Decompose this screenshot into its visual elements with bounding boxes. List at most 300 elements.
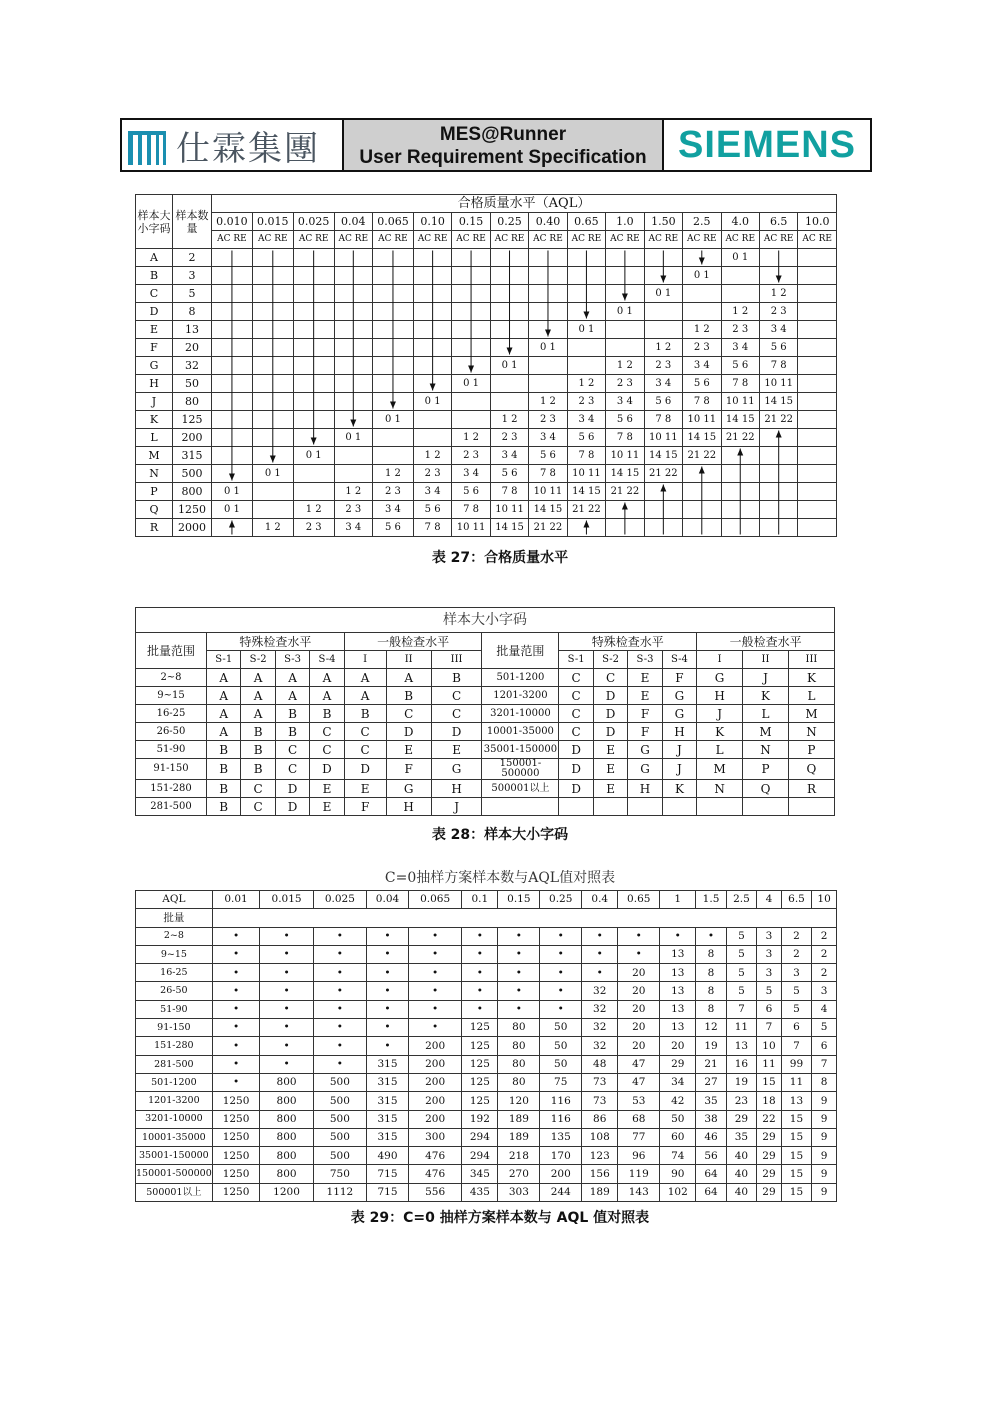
code-cell: Q [743,780,789,798]
code-cell: A [241,669,275,687]
aql-header: 0.04 [367,891,409,909]
code-cell: A [310,669,344,687]
value-cell: • [260,945,313,963]
value-cell: 800 [260,1147,313,1165]
code-cell: D [431,723,482,741]
code-cell: M [697,759,743,780]
value-cell: • [313,1000,366,1018]
value-cell: 7 [726,1000,756,1018]
value-cell: 80 [498,1037,540,1055]
value-cell: 35 [696,1092,726,1110]
code-cell: L [788,687,834,705]
table-row [136,982,837,1000]
value-cell: 22 [757,1110,782,1128]
acre-cell: 3 4 [644,375,682,393]
arrow-down-icon [468,366,474,373]
code-cell: G [136,357,173,375]
sample-code-table [135,607,835,816]
acre-cell: 2 3 [721,321,759,339]
value-cell: 143 [618,1183,660,1201]
acre-header: AC RE [334,231,372,249]
value-cell: 135 [540,1128,582,1146]
value-cell: 125 [462,1055,498,1073]
size-cell: 3 [173,267,212,285]
acre-cell: 2 3 [490,429,528,447]
table-row [136,741,835,759]
level-header: II [743,651,789,669]
value-cell: • [696,927,726,945]
aql-header: 0.01 [212,891,260,909]
aql-header: 4.0 [721,213,759,231]
value-cell: 119 [618,1165,660,1183]
acre-cell: 5 6 [529,447,567,465]
value-cell: 294 [462,1147,498,1165]
value-cell: • [462,945,498,963]
value-cell: • [313,1019,366,1037]
value-cell: 20 [618,964,660,982]
code-cell: B [207,741,241,759]
h-special: 特殊检查水平 [559,633,697,651]
size-cell: 80 [173,393,212,411]
value-cell: • [498,1000,540,1018]
code-cell: K [697,723,743,741]
code-cell: A [275,669,309,687]
value-cell: • [408,1000,461,1018]
value-cell: • [260,982,313,1000]
acre-cell: 3 4 [529,429,567,447]
table-row [136,705,835,723]
value-cell: 8 [696,964,726,982]
value-cell: 9 [812,1147,837,1165]
value-cell: 5 [726,964,756,982]
acre-cell: 5 6 [373,519,414,537]
acre-cell: 0 1 [212,501,253,519]
value-cell: 23 [726,1092,756,1110]
arrow-up-icon [660,485,666,492]
value-cell: 120 [498,1092,540,1110]
acre-cell: 7 8 [529,465,567,483]
value-cell: • [498,982,540,1000]
code-cell: A [241,687,275,705]
aql-header: 0.025 [313,891,366,909]
code-cell: G [386,780,431,798]
code-cell: B [275,723,309,741]
value-cell: • [212,945,260,963]
acre-cell: 0 1 [490,357,528,375]
aql-header: 0.25 [490,213,528,231]
value-cell: 476 [408,1165,461,1183]
acre-header: AC RE [759,231,797,249]
table-row [136,780,835,798]
acre-cell: 1 2 [252,519,293,537]
code-cell: H [662,723,696,741]
aql-header: 1.5 [696,891,726,909]
table-row [136,759,835,780]
value-cell: 8 [812,1073,837,1091]
code-cell: N [136,465,173,483]
value-cell: 800 [260,1165,313,1183]
value-cell: • [498,964,540,982]
value-cell: 800 [260,1092,313,1110]
aql-header: 0.15 [498,891,540,909]
value-cell: • [408,964,461,982]
level-header: S-2 [593,651,627,669]
table-row [136,1128,837,1146]
table28-title: 样本大小字码 [136,608,835,633]
code-cell [662,798,696,816]
code-cell: A [344,669,386,687]
acre-cell: 1 2 [334,483,372,501]
value-cell: 19 [696,1037,726,1055]
acre-cell: 1 2 [452,429,490,447]
code-cell: B [241,759,275,780]
value-cell: 4 [812,1000,837,1018]
arrow-down-icon [350,420,356,427]
title-line1: MES@Runner [439,124,567,145]
arrow-down-icon [229,474,235,481]
value-cell: • [660,927,696,945]
code-cell: C [559,723,593,741]
acre-cell: 5 6 [721,357,759,375]
value-cell: • [313,1037,366,1055]
acre-cell: 7 8 [606,429,644,447]
arrow-up-icon [229,521,235,528]
value-cell: 53 [618,1092,660,1110]
code-cell: E [386,741,431,759]
value-cell: 21 [696,1055,726,1073]
value-cell: 556 [408,1183,461,1201]
value-cell: 46 [696,1128,726,1146]
code-cell: M [136,447,173,465]
value-cell: 315 [367,1092,409,1110]
company-name: 仕霖集團 [176,128,320,169]
code-cell: E [628,669,662,687]
size-cell: 8 [173,303,212,321]
acre-cell: 3 4 [452,465,490,483]
value-cell: • [367,1037,409,1055]
value-cell: 15 [757,1073,782,1091]
acre-cell: 1 2 [529,393,567,411]
code-cell: A [207,723,241,741]
value-cell: 3 [757,964,782,982]
aql-header: 4 [757,891,782,909]
arrow-down-icon [545,330,551,337]
acre-cell: 21 22 [721,429,759,447]
arrow-down-icon [507,348,513,355]
acre-cell: 10 11 [452,519,490,537]
value-cell: 800 [260,1128,313,1146]
value-cell: 9 [812,1183,837,1201]
code-cell: B [431,669,482,687]
code-cell: G [628,759,662,780]
code-cell [559,798,593,816]
value-cell: 102 [660,1183,696,1201]
size-cell: 32 [173,357,212,375]
value-cell: 10 [757,1037,782,1055]
value-cell: 9 [812,1128,837,1146]
value-cell: 73 [582,1073,618,1091]
table-row [136,1000,837,1018]
value-cell: 315 [367,1110,409,1128]
acre-cell: 1 2 [373,465,414,483]
lot-cell: 151-280 [136,1037,213,1055]
value-cell: 200 [408,1073,461,1091]
value-cell: 5 [726,927,756,945]
code-cell: J [662,759,696,780]
value-cell: • [212,927,260,945]
value-cell: 9 [812,1165,837,1183]
code-cell: G [662,687,696,705]
code-cell: D [275,780,309,798]
size-cell: 800 [173,483,212,501]
value-cell: 68 [618,1110,660,1128]
code-cell: P [788,741,834,759]
value-cell: • [540,927,582,945]
acre-cell: 10 11 [606,447,644,465]
table-row [136,1073,837,1091]
code-cell: R [136,519,173,537]
value-cell: • [498,927,540,945]
code-cell: G [697,669,743,687]
code-cell: P [743,759,789,780]
code-cell: C [136,285,173,303]
acre-cell: 2 3 [567,393,605,411]
value-cell: 345 [462,1165,498,1183]
value-cell: 200 [408,1110,461,1128]
acre-cell: 14 15 [606,465,644,483]
value-cell: 64 [696,1183,726,1201]
value-cell: • [462,964,498,982]
value-cell: 123 [582,1147,618,1165]
value-cell: 300 [408,1128,461,1146]
value-cell: 47 [618,1055,660,1073]
acre-header: AC RE [644,231,682,249]
arrow-down-icon [699,258,705,265]
value-cell: • [367,982,409,1000]
value-cell: • [582,927,618,945]
value-cell: • [212,1019,260,1037]
value-cell: • [462,982,498,1000]
code-cell: E [310,798,344,816]
arrow-up-icon [583,521,589,528]
value-cell: 435 [462,1183,498,1201]
value-cell: • [260,1019,313,1037]
value-cell: 9 [812,1092,837,1110]
code-cell: C [559,669,593,687]
code-cell: N [697,780,743,798]
code-cell: J [431,798,482,816]
value-cell: 490 [367,1147,409,1165]
acre-header: AC RE [452,231,490,249]
value-cell: 19 [726,1073,756,1091]
code-cell: D [559,780,593,798]
value-cell: 29 [757,1183,782,1201]
acre-cell: 0 1 [644,285,682,303]
value-cell: 800 [260,1110,313,1128]
value-cell: • [540,964,582,982]
acre-cell: 10 11 [683,411,721,429]
value-cell: 42 [660,1092,696,1110]
value-cell: 125 [462,1092,498,1110]
code-cell: D [559,759,593,780]
code-cell: K [662,780,696,798]
table29-caption: 表 29：C=0 抽样方案样本数与 AQL 值对照表 [350,1210,650,1226]
lot-cell: 51-90 [136,1000,213,1018]
lot-cell: 26-50 [136,982,213,1000]
acre-cell: 2 3 [334,501,372,519]
size-cell: 2 [173,249,212,267]
lot-cell: 91-150 [136,759,207,780]
arrow-up-icon [622,503,628,510]
aql-header: 0.1 [462,891,498,909]
acre-cell: 3 4 [721,339,759,357]
lot-cell: 9~15 [136,945,213,963]
code-cell: F [344,798,386,816]
acre-cell: 3 4 [413,483,451,501]
aql-header: 1.50 [644,213,682,231]
value-cell: 500 [313,1073,366,1091]
value-cell: • [367,1019,409,1037]
arrow-down-icon [660,276,666,283]
lot-cell: 26-50 [136,723,207,741]
value-cell: 3 [812,982,837,1000]
code-cell: D [386,723,431,741]
value-cell: • [367,964,409,982]
acre-cell: 3 4 [606,393,644,411]
code-cell: B [207,798,241,816]
size-cell: 1250 [173,501,212,519]
acre-header: AC RE [529,231,567,249]
value-cell: 108 [582,1128,618,1146]
acre-cell: 14 15 [721,411,759,429]
value-cell: 750 [313,1165,366,1183]
value-cell: • [498,945,540,963]
level-header: S-1 [559,651,593,669]
acre-cell: 7 8 [644,411,682,429]
aql-header: 0.65 [567,213,605,231]
code-cell [743,798,789,816]
code-cell: D [344,759,386,780]
value-cell: 9 [812,1110,837,1128]
brand-logo: SIEMENS [677,123,857,166]
acre-cell: 7 8 [721,375,759,393]
table-row [136,687,835,705]
value-cell: 86 [582,1110,618,1128]
table-row [136,1037,837,1055]
level-header: II [386,651,431,669]
value-cell: 27 [696,1073,726,1091]
lot-cell: 500001以上 [136,1183,213,1201]
acre-cell: 2 3 [413,465,451,483]
value-cell: 64 [696,1165,726,1183]
aql-header: 1 [660,891,696,909]
acre-cell: 0 1 [252,465,293,483]
aql-header: 0.065 [373,213,414,231]
acre-cell: 10 11 [529,483,567,501]
code-cell: Q [136,501,173,519]
code-cell: F [628,723,662,741]
value-cell: 13 [726,1037,756,1055]
value-cell: • [462,1000,498,1018]
acre-cell: 0 1 [567,321,605,339]
code-cell: B [310,705,344,723]
value-cell: 8 [696,945,726,963]
acre-header: AC RE [413,231,451,249]
acre-cell: 5 6 [683,375,721,393]
value-cell: 20 [660,1037,696,1055]
code-cell: C [310,741,344,759]
acre-cell: 21 22 [606,483,644,501]
code-cell [697,798,743,816]
acre-cell: 5 6 [490,465,528,483]
value-cell: • [260,1037,313,1055]
value-cell: 315 [367,1073,409,1091]
value-cell: 270 [498,1165,540,1183]
value-cell: 15 [781,1147,811,1165]
level-header: I [344,651,386,669]
value-cell: 20 [618,982,660,1000]
code-cell: H [431,780,482,798]
aql-header: 10.0 [798,213,837,231]
arrow-up-icon [776,431,782,438]
acre-cell: 2 3 [644,357,682,375]
value-cell: 1112 [313,1183,366,1201]
value-cell: • [260,964,313,982]
value-cell: 2 [812,927,837,945]
acre-cell: 10 11 [490,501,528,519]
acre-cell: 21 22 [759,411,797,429]
acre-header: AC RE [490,231,528,249]
size-cell: 315 [173,447,212,465]
acre-cell: 2 3 [373,483,414,501]
value-cell: 7 [781,1037,811,1055]
acre-header: AC RE [293,231,334,249]
acre-cell: 1 2 [606,357,644,375]
acre-cell: 1 2 [683,321,721,339]
code-cell: B [275,705,309,723]
value-cell: 29 [757,1165,782,1183]
value-cell: 1250 [212,1183,260,1201]
code-cell: Q [788,759,834,780]
value-cell: 20 [618,1019,660,1037]
level-header: III [431,651,482,669]
c0-sampling-table [135,890,837,1202]
value-cell: 2 [812,945,837,963]
aql-header: 6.5 [759,213,797,231]
code-cell: E [136,321,173,339]
table-row [136,1183,837,1201]
value-cell: • [260,927,313,945]
code-cell: A [275,687,309,705]
value-cell: 500 [313,1147,366,1165]
code-cell: C [241,798,275,816]
arrow-down-icon [776,276,782,283]
value-cell: • [212,1000,260,1018]
table-row [136,1092,837,1110]
value-cell: • [367,1000,409,1018]
acre-cell: 0 1 [683,267,721,285]
code-cell: C [593,669,627,687]
size-cell: 20 [173,339,212,357]
value-cell: 200 [540,1165,582,1183]
code-cell: B [241,741,275,759]
lot-cell: 16-25 [136,964,213,982]
lot-cell: 51-90 [136,741,207,759]
value-cell: 29 [660,1055,696,1073]
value-cell: 500 [313,1092,366,1110]
value-cell: 74 [660,1147,696,1165]
code-cell: C [431,705,482,723]
